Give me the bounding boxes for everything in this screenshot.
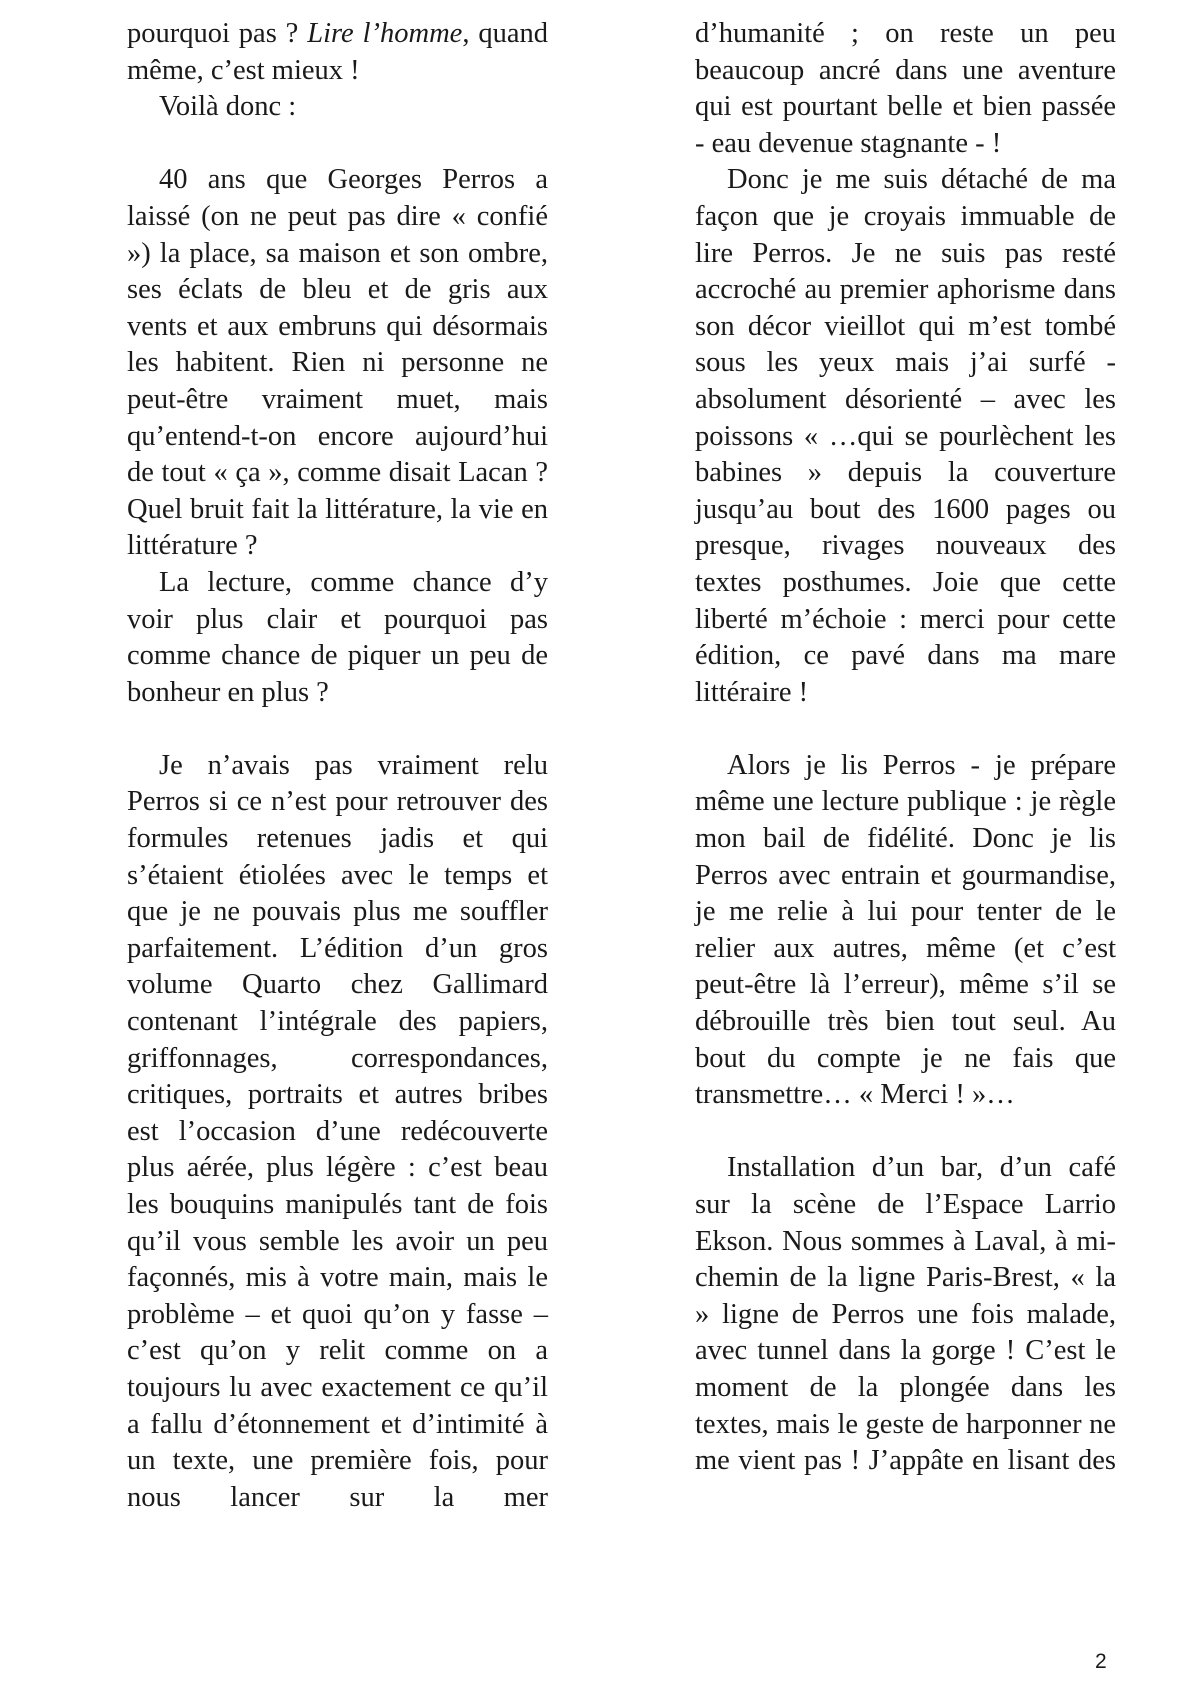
paragraph: Installation d’un bar, d’un café sur la scène de l’Espace Larrio Ekson. Nous sommes à Laval, à mi-chemin de la ligne Paris-Brest, « la » ligne de Perros une fois malade, avec tunnel dans la gorge ! C’est le moment de la plongée dans les textes, mais le geste de harponner ne me vient pas ! J’appâte en lisant des: [695, 1152, 1116, 1477]
paragraph-continuation: [127, 16, 548, 89]
paragraph: La lecture, comme chance d’y voir plus clair et pourquoi pas comme chance de piquer un peu de bonheur en plus ?: [127, 566, 548, 708]
paragraph: Donc je me suis détaché de ma façon que je croyais immuable de lire Perros. Je ne suis pas resté accroché au premier aphorisme dans son décor vieillot qui m’est tombé sous les yeux mais j’ai surfé - absolument désorienté – avec les poissons « …qui se pourlèchent les babines » depuis la couverture jusqu’au bout des 1600 pages ou presque, rivages nouveaux des textes posthumes. Joie que cette liberté m’échoie : merci pour cette édition, ce pavé dans ma mare littéraire !: [695, 164, 1116, 708]
text-run: , quand même, c’est mieux !: [127, 18, 548, 86]
paragraph: Je n’avais pas vraiment relu Perros si ce n’est pour retrouver des formules retenues jadis et qui s’étaient étiolées avec le temps et que je ne pouvais plus me souffler parfaitement. L’édition d’un gros volume Quarto chez Gallimard contenant l’intégrale des papiers, griffonnages, correspondances, critiques, portraits et autres bribes est l’occasion d’une redécouverte plus aérée, plus légère : c’est beau les bouquins manipulés tant de fois qu’il vous semble les avoir un peu façonnés, mis à votre main, mais le problème – et quoi qu’on y fasse – c’est qu’on y relit comme on a toujours lu avec exactement ce qu’il a fallu d’étonnement et d’intimité à un texte, une première fois, pour nous lancer sur la mer: [127, 749, 548, 1513]
left-column: [127, 16, 548, 1516]
page-number: 2: [1095, 1650, 1107, 1673]
right-column: [695, 16, 1116, 1480]
paragraph: Alors je lis Perros - je prépare même une lecture publique : je règle mon bail de fidélité. Donc je lis Perros avec entrain et gourmandise, je me relie à lui pour tenter de le relier aux autres, même (et c’est peut-être là l’erreur), même s’il se débrouille très bien tout seul. Au bout du compte je ne fais que transmettre… « Merci ! »…: [695, 749, 1116, 1111]
paragraph: Voilà donc :: [159, 91, 297, 123]
paragraph-continuation: d’humanité ; on reste un peu beaucoup ancré dans une aventure qui est pourtant belle et bien passée - eau devenue stagnante - !: [695, 18, 1116, 159]
italic-quote: Lire l’homme: [307, 18, 463, 49]
text-run: pourquoi pas ?: [127, 18, 308, 49]
paragraph: 40 ans que Georges Perros a laissé (on ne peut pas dire « confié ») la place, sa maison et son ombre, ses éclats de bleu et de gris aux vents et aux embruns qui désormais les habitent. Rien ni personne ne peut-être vraiment muet, mais qu’entend-t-on encore aujourd’hui de tout « ça », comme disait Lacan ? Quel bruit fait la littérature, la vie en littérature ?: [127, 164, 548, 562]
